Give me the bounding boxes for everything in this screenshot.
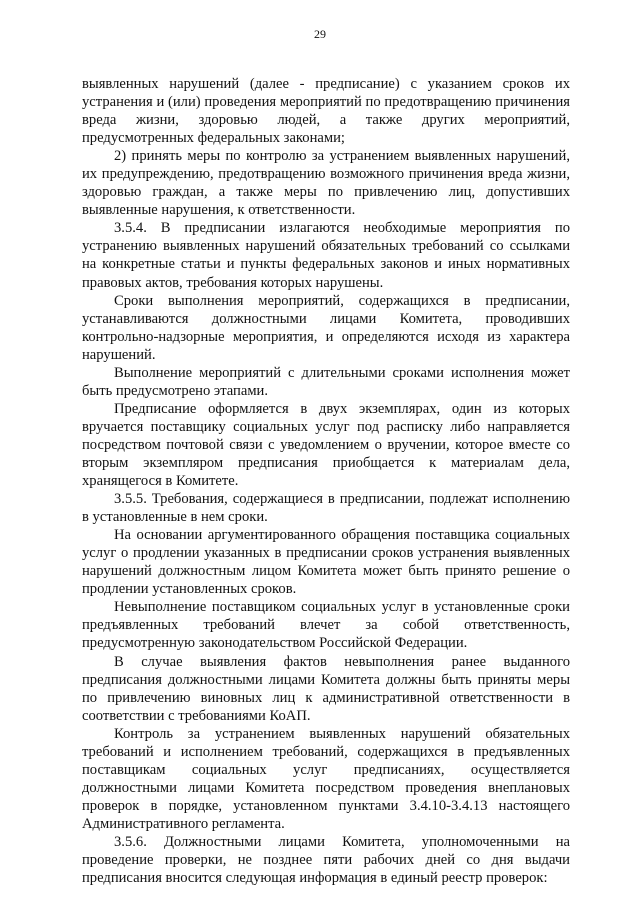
paragraph: На основании аргументированного обращения поставщика социальных услуг о продлении указанных в предписании сроков устранения выявленных нарушений должностным лицом Комитета может быть принято решение о продлении установленных сроков. [82,527,570,598]
paragraph: Предписание оформляется в двух экземплярах, один из которых вручается поставщику социальных услуг под расписку либо направляется посредством почтовой связи с уведомлением о вручении, которое вместе со вторым экземпляром предписания приобщается к материалам дела, хранящегося в Комитете. [82,400,570,490]
paragraph: Невыполнение поставщиком социальных услуг в установленные сроки предъявленных требований влечет за собой ответственность, предусмотренную законодательством Российской Федерации. [82,599,570,652]
paragraph-clause-3-5-5: 3.5.5. Требования, содержащиеся в предписании, подлежат исполнению в установленные в нем сроки. [82,491,570,526]
paragraph-clause-3-5-6: 3.5.6. Должностными лицами Комитета, уполномоченными на проведение проверки, не позднее пяти рабочих дней со дня выдачи предписания вносится следующая информация в единый реестр проверок: [82,833,570,887]
paragraph: Сроки выполнения мероприятий, содержащихся в предписании, устанавливаются должностными лицами Комитета, проводивших контрольно-надзорные мероприятия, и определяются исходя из характера нарушений. [82,292,570,363]
paragraph: 2) принять меры по контролю за устранением выявленных нарушений, их предупреждению, предотвращению возможного причинения вреда жизни, здоровью граждан, а также меры по привлечению лиц, допустивших выявленные нарушения, к ответственности. [82,148,570,219]
paragraph-continuation: выявленных нарушений (далее - предписание) с указанием сроков их устранения и (или) проведения мероприятий по предотвращению причинения вреда жизни, здоровью людей, а также других мероприятий, предусмотренных федеральных законами; [82,76,570,147]
paragraph: Контроль за устранением выявленных нарушений обязательных требований и исполнением требований, содержащихся в предъявленных поставщикам социальных услуг предписаниях, осуществляется должностными лицами Комитета посредством проведения внеплановых проверок в порядке, установленном пунктами 3.4.10-3.4.13 настоящего Административного регламента. [82,725,570,832]
page-body [82,75,570,887]
paragraph: В случае выявления фактов невыполнения ранее выданного предписания должностными лицами Комитета должны быть приняты меры по привлечению виновных лиц к административной ответственности в соответствии с требованиями КоАП. [82,653,570,724]
page-number: 29 [314,27,326,41]
paragraph: Выполнение мероприятий с длительными сроками исполнения может быть предусмотрено этапами. [82,364,570,399]
paragraph-clause-3-5-4: 3.5.4. В предписании излагаются необходимые мероприятия по устранению выявленных нарушений обязательных требований со ссылками на конкретные статьи и пункты федеральных законов и иных нормативных правовых актов, требования которых нарушены. [82,220,570,291]
